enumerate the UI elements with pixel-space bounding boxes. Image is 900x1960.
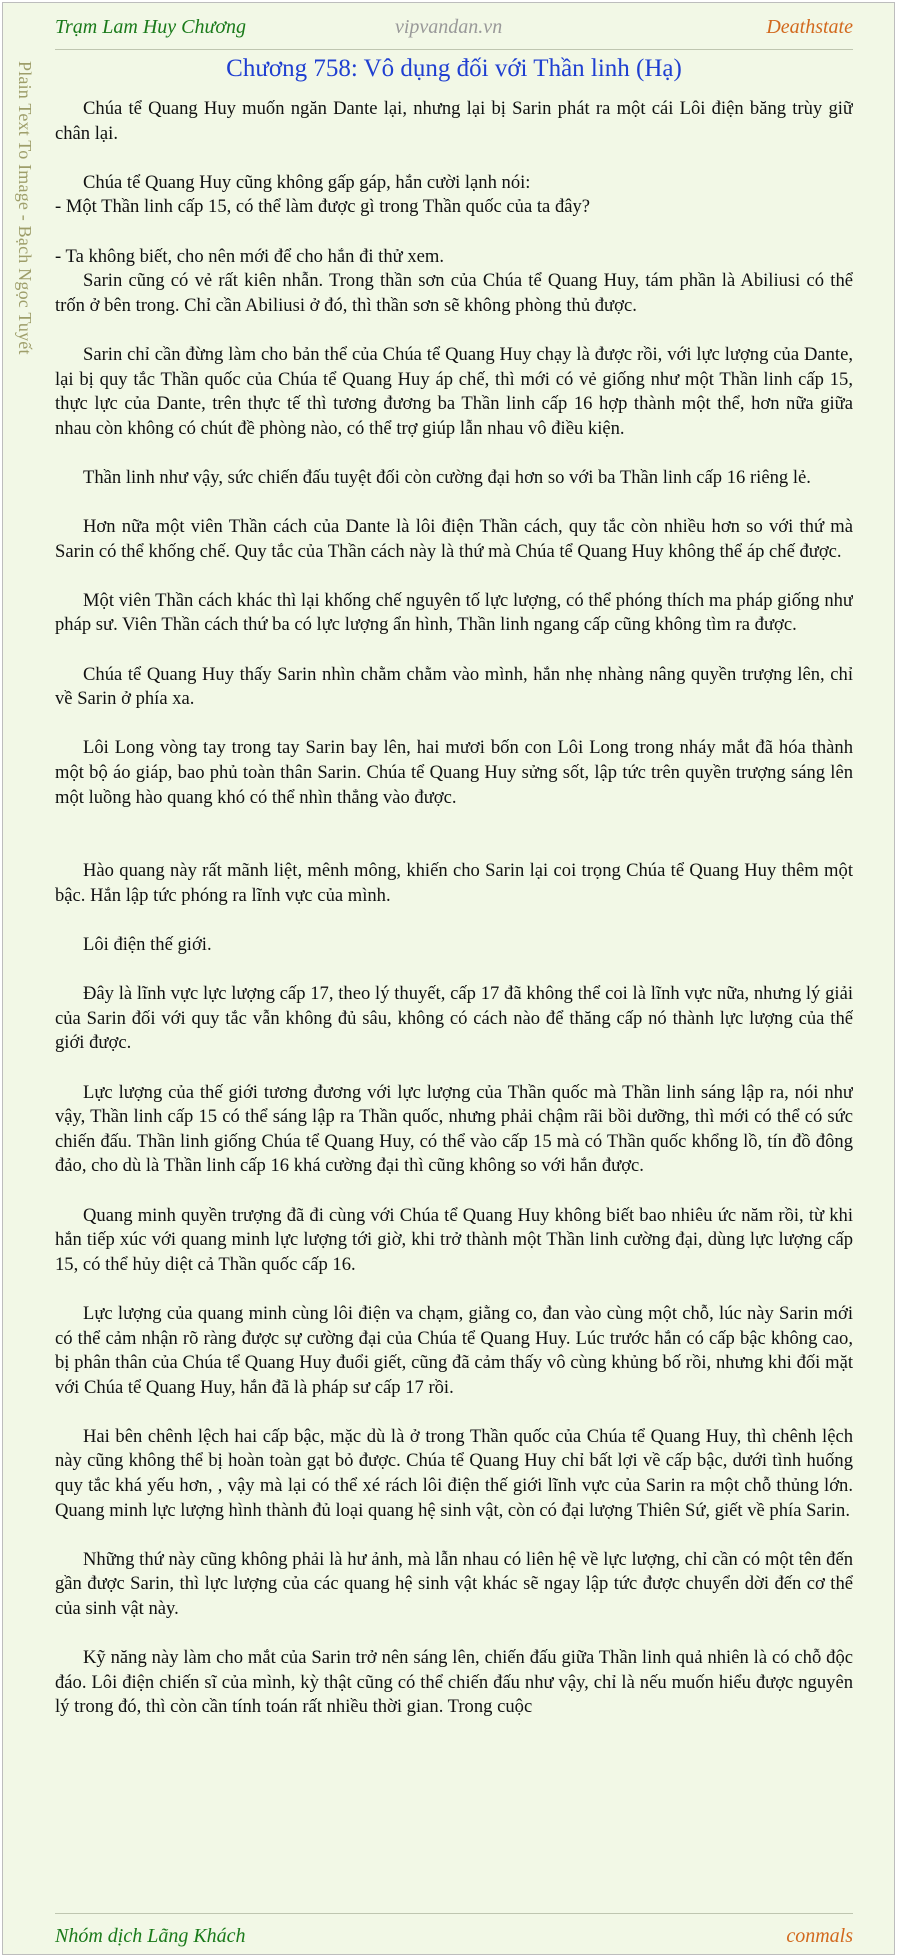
dialogue-line: - Một Thần linh cấp 15, có thể làm được gì trong Thần quốc của ta đây? xyxy=(55,196,591,218)
page-header xyxy=(55,9,853,50)
vertical-watermark-text: Plain Text To Image - Bạch Ngọc Tuyết xyxy=(15,61,35,355)
paragraph: Sarin cũng có vẻ rất kiên nhẫn. Trong thần sơn của Chúa tể Quang Huy, tám phần là Abiliusi có thể trốn ở bên trong. Chỉ cần Abiliusi ở đó, thì thần sơn sẽ không phòng thủ được. xyxy=(55,270,853,316)
dialogue-line: - Ta không biết, cho nên mới để cho hắn đi thử xem. xyxy=(55,245,445,267)
header-website: vipvandan.vn xyxy=(395,16,503,38)
chapter-content xyxy=(55,97,853,1907)
paragraph: Chúa tể Quang Huy muốn ngăn Dante lại, nhưng lại bị Sarin phát ra một cái Lôi điện băng trùy giữ chân lại. xyxy=(55,98,853,144)
footer-username: conmals xyxy=(786,1925,853,1947)
chapter-title: Chương 758: Vô dụng đối với Thần linh (Hạ) xyxy=(226,55,682,82)
paragraph: Một viên Thần cách khác thì lại khống chế nguyên tố lực lượng, có thể phóng thích ma pháp giống như pháp sư. Viên Thần cách thứ ba có lực lượng ẩn hình, Thần linh ngang cấp cũng không tìm ra được. xyxy=(55,589,853,636)
paragraph: Lực lượng của quang minh cùng lôi điện va chạm, giằng co, đan vào cùng một chỗ, lúc này Sarin mới có thể cảm nhận rõ ràng được sự cường đại của Chúa tể Quang Huy. Lúc trước hắn có cấp bậc không cao, bị phân thân của Chúa tể Quang Huy đuổi giết, cũng đã cảm thấy vô cùng khủng bố rồi, nhưng khi đối mặt với Chúa tể Quang Huy, hắn đã là pháp sư cấp 17 rồi. xyxy=(55,1302,853,1398)
paragraph: Đây là lĩnh vực lực lượng cấp 17, theo lý thuyết, cấp 17 đã không thể coi là lĩnh vực nữa, nhưng lý giải của Sarin đối với quy tắc vẫn không đủ sâu, không có cách nào để thăng cấp nó thành lực lượng của thế giới được. xyxy=(55,983,853,1054)
paragraph: Hào quang này rất mãnh liệt, mênh mông, khiến cho Sarin lại coi trọng Chúa tể Quang Huy thêm một bậc. Hắn lập tức phóng ra lĩnh vực của mình. xyxy=(55,860,853,906)
paragraph: Hơn nữa một viên Thần cách của Dante là lôi điện Thần cách, quy tắc còn nhiều hơn so với thứ mà Sarin có thể khống chế. Quy tắc của Thần cách này là thứ mà Chúa tể Quang Huy không thể áp chế được. xyxy=(55,516,853,562)
paragraph: Chúa tể Quang Huy cũng không gấp gáp, hắn cười lạnh nói: xyxy=(83,171,531,193)
page-footer xyxy=(55,1913,853,1954)
paragraph: Sarin chỉ cần đừng làm cho bản thể của Chúa tể Quang Huy chạy là được rồi, với lực lượng của Dante, lại bị quy tắc Thần quốc của Chúa tể Quang Huy áp chế, thì mới có vẻ giống như một Thần linh cấp 15, thực lực của Dante, trên thực tế thì tương đương ba Thần linh cấp 16 hợp thành một thể, hơn nữa giữa nhau còn không có chút đề phòng nào, có thể trợ giúp lẫn nhau vô điều kiện. xyxy=(55,343,853,439)
footer-translation-group: Nhóm dịch Lãng Khách xyxy=(55,1925,246,1947)
paragraph: Hai bên chênh lệch hai cấp bậc, mặc dù là ở trong Thần quốc của Chúa tể Quang Huy, thì chênh lệch này cũng không thể bị hoàn toàn gạt bỏ được. Chúa tể Quang Huy chỉ bất lợi về cấp bậc, dưới tình huống quy tắc khá yếu hơn, , vậy mà lại có thể xé rách lôi điện thế giới lĩnh vực của Sarin ra một chỗ thủng lớn. Quang minh lực lượng hình thành đủ loại quang hệ sinh vật, còn có đại lượng Thiên Sứ, giết về phía Sarin. xyxy=(55,1425,853,1521)
paragraph: Lực lượng của thế giới tương đương với lực lượng của Thần quốc mà Thần linh sáng lập ra, nói như vậy, Thần linh cấp 15 có thể sáng lập ra Thần quốc, nhưng phải chậm rãi bồi dưỡng, thì mới có thể có sức chiến đấu. Thần linh giống Chúa tể Quang Huy, có thể vào cấp 15 mà có Thần quốc khổng lồ, tín đồ đông đảo, cho dù là Thần linh cấp 16 khá cường đại thì cũng không so với hắn được. xyxy=(55,1081,853,1177)
paragraph: Chúa tể Quang Huy thấy Sarin nhìn chằm chằm vào mình, hắn nhẹ nhàng nâng quyền trượng lên, chỉ về Sarin ở phía xa. xyxy=(55,663,853,710)
paragraph: Những thứ này cũng không phải là hư ảnh, mà lẫn nhau có liên hệ về lực lượng, chỉ cần có một tên đến gần được Sarin, thì lực lượng của các quang hệ sinh vật khác sẽ ngay lập tức được chuyển dời đến cơ thể của sinh vật này. xyxy=(55,1548,853,1620)
paragraph: Kỹ năng này làm cho mắt của Sarin trở nên sáng lên, chiến đấu giữa Thần linh quả nhiên là có chỗ độc đáo. Lôi điện chiến sĩ của mình, kỳ thật cũng có thể chiến đấu như vậy, chỉ là nếu muốn hiểu được nguyên lý trong đó, thì còn cần tính toán rất nhiều thời gian. Trong cuộc xyxy=(55,1647,853,1718)
header-author: Deathstate xyxy=(766,16,853,38)
header-site-name: Trạm Lam Huy Chương xyxy=(55,16,247,38)
paragraph: Lôi Long vòng tay trong tay Sarin bay lên, hai mươi bốn con Lôi Long trong nháy mắt đã hóa thành một bộ áo giáp, bao phủ toàn thân Sarin. Chúa tể Quang Huy sửng sốt, lập tức trên quyền trượng sáng lên một luồng hào quang khó có thể nhìn thẳng vào được. xyxy=(55,737,853,808)
paragraph: Thần linh như vậy, sức chiến đấu tuyệt đối còn cường đại hơn so với ba Thần linh cấp 16 riêng lẻ. xyxy=(83,466,811,488)
paragraph: Quang minh quyền trượng đã đi cùng với Chúa tể Quang Huy không biết bao nhiêu ức năm rồi, từ khi hắn tiếp xúc với quang minh lực lượng tới giờ, khi trở thành một Thần linh cường đại, dùng lực lượng cấp 15, có thể hủy diệt cả Thần quốc cấp 16. xyxy=(55,1204,853,1275)
page-frame xyxy=(2,2,895,1955)
paragraph: Lôi điện thế giới. xyxy=(83,934,212,955)
